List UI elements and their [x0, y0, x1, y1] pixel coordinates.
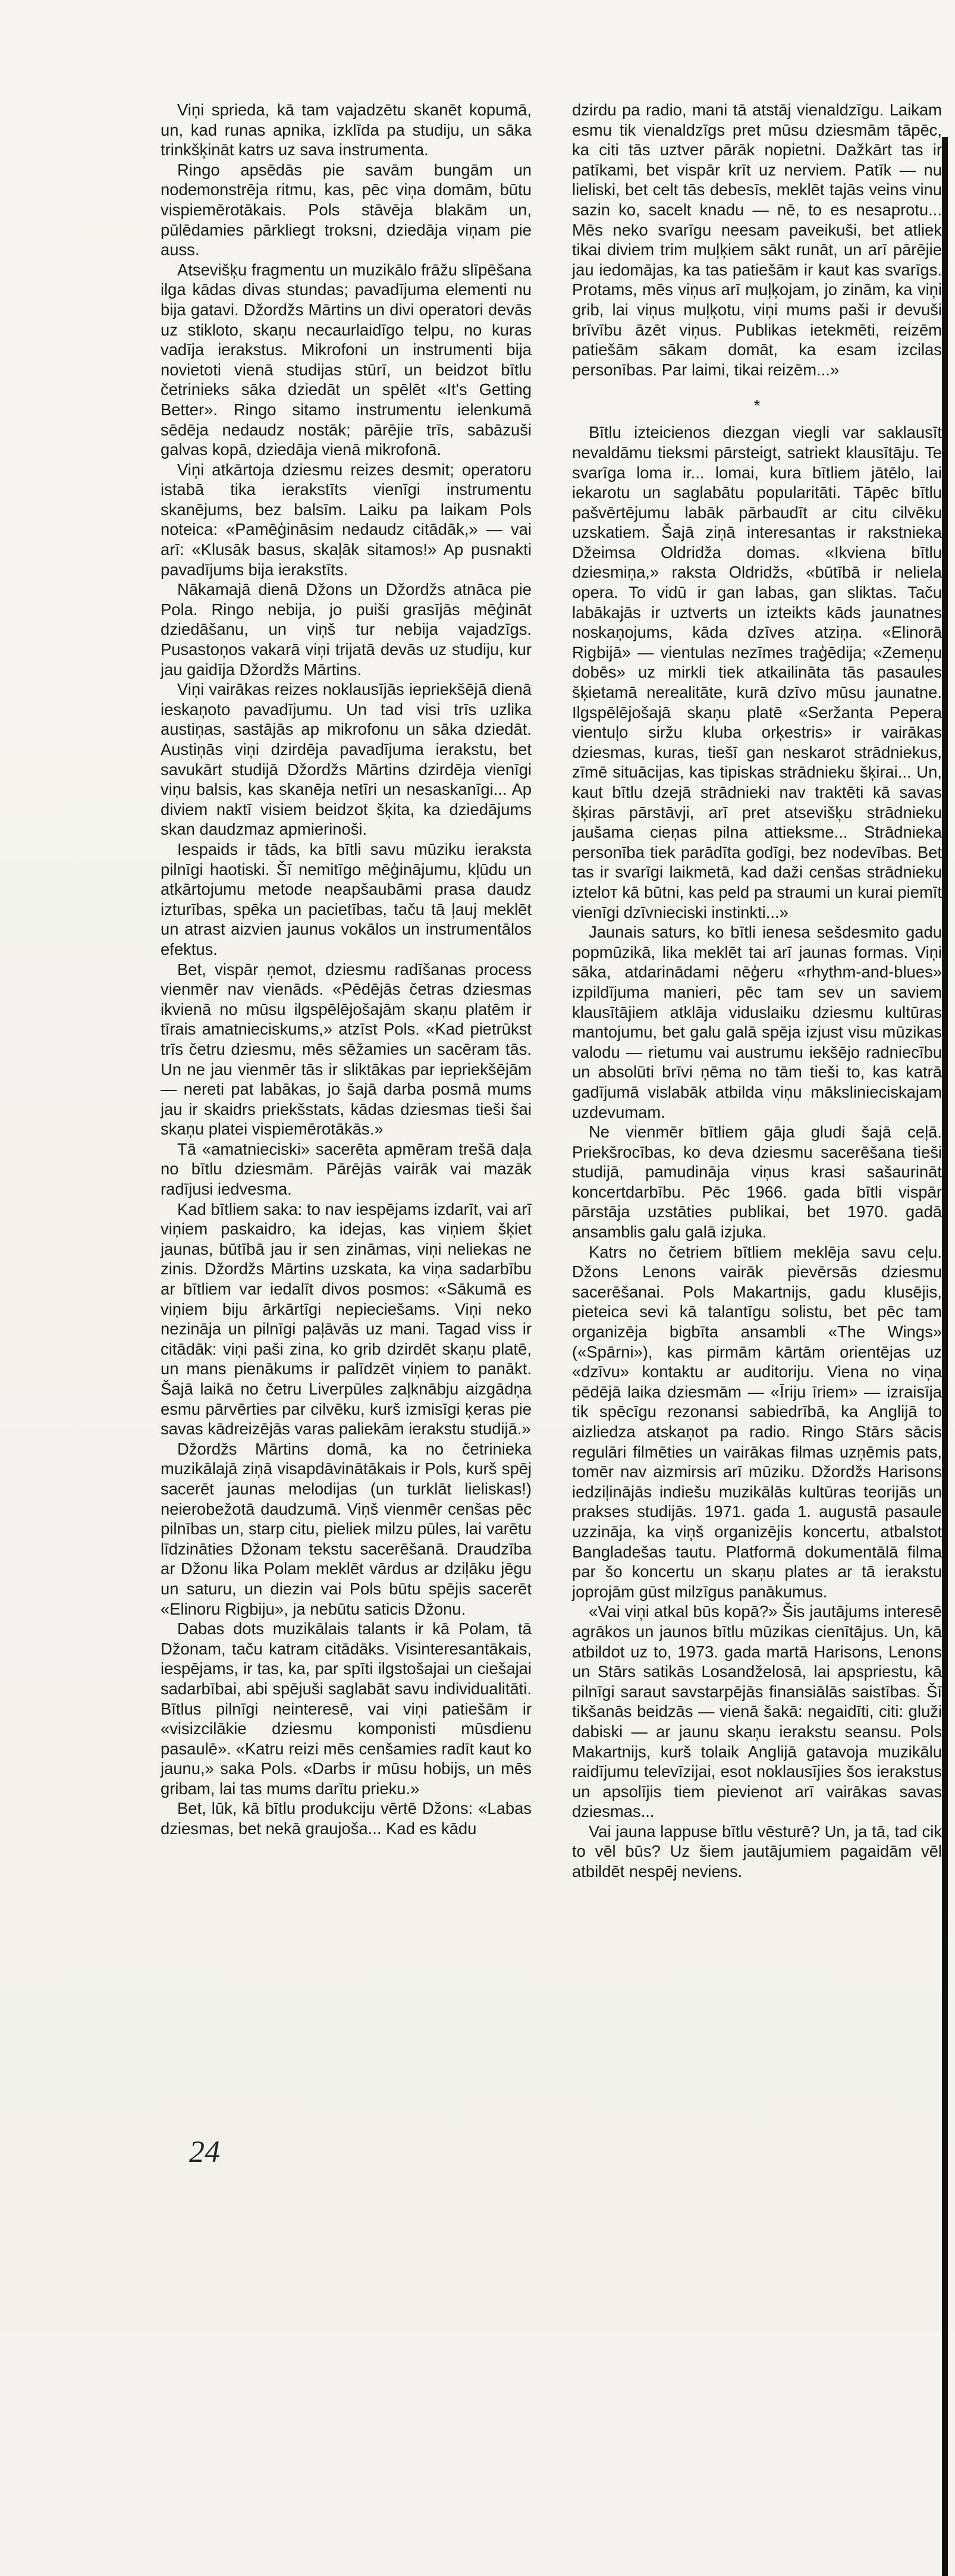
section-separator: *	[753, 396, 761, 415]
page-number: 24	[189, 2135, 220, 2169]
paragraph: Bītlu izteicienos diezgan viegli var saklausīt nevaldāmu tieksmi pārsteigt, satriekt klausītāju. Te svarīga loma ir... lomai, kura bītliem jātēlo, lai iekarotu un saglabātu popularitāti. Tāpēc bītlu pašvērtējumu labāk pārbaudīt ar citu cilvēku uzskatiem. Šajā ziņā interesantas ir rakstnieka Džeimsa Oldridža domas. «Ikviena bītlu dziesmiņa,» raksta Oldridžs, «būtībā ir neliela opera. To vidū ir gan labas, gan sliktas. Taču labākajās ir uztverts un izteikts kāds jaunatnes noskaņojums, kāda dzīves atziņa. «Elinorā Rigbijā» — vientulas nezīmes traģēdija; «Zemeņu dobēs» uz mirkli tiek atkailināta tās pasaules šķietamā nerealitāte, kurā dzīvo mūsu jaunatne. Ilgspēlējošajā skaņu platē «Seržanta Pepera vientuļo siržu kluba orķestris» ir vairākas dziesmas, kuras, tiešī gan neskarot strādniekus, zīmē situācijas, kas tipiskas strādnieku šķirai... Un, kaut bītlu dzejā strādnieki nav traktēti kā savas šķiras pārstāvji, arī pret atsevišķu strādnieku jaušama cieņas pilna attieksme... Strādnieka personība tiek parādīta godīgi, bez nodevības. Bet tas ir svarīgi laikmetā, kad daži cenšas strādnieku izteloт kā būtni, kas peld pa straumi un kurai piemīt vienīgi dzīvnieciski instinkti...»	[572, 423, 942, 922]
paragraph: Viņi atkārtoja dziesmu reizes desmit; operatoru istabā tika ierakstīts vienīgi instrumentu skanējums, bez balsīm. Laiku pa laikam Pols noteica: «Pamēģināsim nedaudz citādāk,» — vai arī: «Klusāk basus, skaļāk sitamos!» Ap pusnakti pavadījums bija ierakstīts.	[161, 460, 532, 579]
paragraph: Kad bītliem saka: to nav iespējams izdarīt, vai arī viņiem paskaidro, ka idejas, kas viņiem šķiet jaunas, būtībā jau ir sen zināmas, viņi neliekas ne zinis. Džordžs Mārtins uzskata, ka viņa sadarbību ar bītliem var iedalīt divos posmos: «Sākumā es viņiem biju ārkārtīgi nepieciešams. Viņi neko nezināja un pilnīgi paļāvās uz mani. Tagad viss ir citādāk: viņi paši zina, ko grib dzirdēt skaņu platē, un mans pienākums ir palīdzēt viņiem to panākt. Šajā laikā no četru Liverpūles zaļknābju aizgādņa esmu pārvērties par cilvēku, kurš izmisīgi ķeras pie savas kādreizējās varas paliekām ierakstu studijā.»	[161, 1199, 532, 1439]
right-text-column	[572, 100, 942, 1882]
paragraph: Bet, vispār ņemot, dziesmu radīšanas process vienmēr nav vienāds. «Pēdējās četras dziesmas ikvienā no mūsu ilgspēlējošajām skaņu platēm ir tīrais amatnieciskums,» atzīst Pols. «Kad pietrūkst trīs četru dziesmu, mēs sēžamies un sacēram tās. Un ne jau vienmēr tās ir sliktākas par iepriekšējām — nereti pat labākas, jo šajā darba posmā mums jau ir skaidrs priekšstats, kādas dziesmas tieši šai skaņu platei vispiemērotākās.»	[161, 960, 532, 1139]
paragraph: Vai jauna lappuse bītlu vēsturē? Un, ja tā, tad cik to vēl būs? Uz šiem jautājumiem pagaidām vēl atbildēt nespēj neviens.	[572, 1822, 942, 1881]
left-text-column	[161, 100, 532, 1839]
paragraph: Ne vienmēr bītliem gāja gludi šajā ceļā. Priekšrocības, ko deva dziesmu sacerēšana tieši studijā, pamudināja viņus krasi sašaurināt koncertdarbību. Pēc 1966. gada bītli vispār pārstāja uzstāties publikai, bet 1970. gadā ansamblis galu galā izjuka.	[572, 1123, 942, 1242]
paragraph: Katrs no četriem bītliem meklēja savu ceļu. Džons Lenons vairāk pievērsās dziesmu sacerēšanai. Pols Makartnijs, gadu klusējis, pieteica sevi kā talantīgu solistu, bet pēc tam organizēja bigbīta ansambli «The Wings» («Spārni»), kas pirmām kārtām orientējas uz «dzīvu» kontaktu ar auditoriju. Viena no viņa pēdējā laika dziesmām — «Īriju īriem» — izraisīja tik spēcīgu rezonansi sabiedrībā, ka Anglijā to aizliedza atskaņot pa radio. Ringo Stārs sācis regulāri filmēties un vairākas filmas uzņēmis pats, tomēr nav aizmirsis arī mūziku. Džordžs Harisons iedziļinājās indiešu muzikālās kultūras teorijās un prakses studijās. 1971. gada 1. augustā pasaule uzzināja, ka viņš organizējis koncertu, atbalstot Bangladešas tautu. Platformā dokumentālā filma par šo koncertu un skaņu plates ar tā ierakstu joprojām gūst milzīgus panākumus.	[572, 1242, 942, 1601]
paragraph: «Vai viņi atkal būs kopā?» Šis jautājums interesē agrākos un jaunos bītlu mūzikas cienītājus. Un, kā atbildot uz to, 1973. gada martā Harisons, Lenons un Stārs satikās Losandželosā, lai apspriestu, kā pilnīgi saraut savstarpējās finansiālās saistības. Šī tikšanās beidzās — vienā šakā: negaidīti, citi: gluži dabiski — ar jaunu skaņu ierakstu seansu. Pols Makartnijs, kurš tolaik Anglijā gatavoja muzikālu raidījumu televīzijai, esot noklausījies šos ierakstus un apsolījis tiem pievienot arī vairākas savas dziesmas...	[572, 1602, 942, 1821]
paragraph: Jaunais saturs, ko bītli ienesa sešdesmito gadu popmūzikā, lika meklēt tai arī jaunas formas. Viņi sāka, atdarinādami nēģeru «rhythm-and-blues» izpildījuma manieri, pēc tam sev un saviem klausītājiem atklāja viduslaiku dziesmu kultūras mantojumu, bet galu galā spēja izjust visu mūzikas valodu — rietumu vai austrumu iekšējo radniecību un absolūti brīvi ņēma no tām tieši to, kas katrā gadījumā vislabāk atbilda viņu mākslinieciskajam uzdevumam.	[572, 923, 942, 1121]
paragraph: Ringo apsēdās pie savām bungām un nodemonstrēja ritmu, kas, pēc viņa domām, būtu vispiemērotākais. Pols stāvēja blakām un, pūlēdamies pārkliegt troksni, dziedāja viņam pie auss.	[161, 160, 532, 259]
paragraph: Nākamajā dienā Džons un Džordžs atnāca pie Pola. Ringo nebija, jo puiši grasījās mēģināt dziedāšanu, un viņš tur nebija vajadzīgs. Pusastoņos vakarā viņi trijatā devās uz studiju, kur jau gaidīja Džordžs Mārtins.	[161, 580, 532, 679]
margin-rule	[942, 137, 948, 2576]
paragraph: Viņi sprieda, kā tam vajadzētu skanēt kopumā, un, kad runas apnika, izklīda pa studiju, un sāka trinkšķināt katrs uz sava instrumenta.	[161, 101, 532, 159]
paragraph: Dabas dots muzikālais talants ir kā Polam, tā Džonam, taču katram citādāks. Visinteresantākais, iespējams, ir tas, ka, par spīti ilgstošajai un ciešajai sadarbībai, abi spējuši saglabāt savu individualitāti. Bītlus pilnīgi neinteresē, vai viņi patiešām ir «visizcilākie dziesmu komponisti mūsdienu pasaulē». «Katru reizi mēs cenšamies radīt kaut ko jaunu,» saka Pols. «Darbs ir mūsu hobijs, un mēs gribam, lai tas mums darītu prieku.»	[161, 1619, 532, 1798]
paragraph-continued: dzirdu pa radio, mani tā atstāj vienaldzīgu. Laikam esmu tik vienaldzīgs pret mūsu dziesmām tāpēc, ka citi tās uztver pārāk nopietni. Dažkārt tas ir patīkami, bet vispār krīt uz nerviem. Patīk — nu lieliski, bet celt tās debesīs, meklēt tajās veins vinu sazin ko, sacelt knadu — nē, to es nesaprotu... Mēs neko svarīgu neesam paveikuši, bet atliek tikai diviem trim muļķiem sākt runāt, un arī pārējie jau iedomājas, ka tas patiešām ir kaut kas svarīgs. Protams, mēs viņus arī muļķojam, jo zinām, ka viņi grib, lai viņus muļķotu, viņi mums paši ir devuši brīvību āzēt viņus. Publikas ietekmēti, reizēm patiešām sākam domāt, ka esam izcilas personības. Par laimi, tikai reizēm...»	[572, 101, 942, 379]
paragraph: Iespaids ir tāds, ka bītli savu mūziku ieraksta pilnīgi haotiski. Šī nemitīgo mēģinājumu, kļūdu un atkārtojumu metode neapšaubāmi prasa daudz izturības, spēka un pacietības, taču tā ļauj meklēt un atrast aizvien jaunus vokālos un instrumentālos efektus.	[161, 839, 532, 958]
paragraph: Bet, lūk, kā bītlu produkciju vērtē Džons: «Labas dziesmas, bet nekā graujoša... Kad es kādu	[161, 1799, 532, 1838]
paragraph: Džordžs Mārtins domā, ka no četrinieka muzikālajā ziņā visapdāvinātākais ir Pols, kurš spēj sacerēt jaunas melodijas (un turklāt lieliskas!) neierobežotā daudzumā. Viņš vienmēr cenšas pēc pilnības un, starp citu, pieliek milzu pūles, lai varētu līdzināties Džonam tekstu sacerēšanā. Draudzība ar Džonu lika Polam meklēt vārdus ar dziļāku jēgu un saturu, un diezin vai Pols būtu spējis sacerēt «Elinoru Rigbiju», ja nebūtu saticis Džonu.	[161, 1439, 532, 1618]
paragraph: Atsevišķu fragmentu un muzikālo frāžu slīpēšana ilga kādas divas stundas; pavadījuma elementi nu bija gatavi. Džordžs Mārtins un divi operatori devās uz stikloto, skaņu necaurlaidīgo telpu, no kuras vadīja ierakstus. Mikrofoni un instrumenti bija novietoti vienā studijas stūrī, un beidzot bītlu četrinieks sāka dziedāt un spēlēt «It's Getting Better». Ringo sitamo instrumentu ielenkumā sēdēja nedaudz nostāk; pārējie trīs, sabāzuši galvas kopā, dziedāja vienā mikrofonā.	[161, 260, 532, 459]
paragraph: Viņi vairākas reizes noklausījās iepriekšējā dienā ieskaņoto pavadījumu. Un tad visi trīs uzlika austiņas, sastājās ap mikrofonu un sāka dziedāt. Austiņās viņi dzirdēja pavadījuma ierakstu, bet savukārt studijā Džordžs Mārtins dzirdēja vienīgi viņu balsis, kas skanēja netīri un nesaskanīgi... Ap diviem naktī visiem beidzot šķita, ka dziedājums skan daudzmaz apmierinoši.	[161, 680, 532, 839]
paragraph: Tā «amatnieciski» sacerēta apmēram trešā daļa no bītlu dziesmām. Pārējās vairāk vai mazāk radījusi iedvesma.	[161, 1139, 532, 1199]
